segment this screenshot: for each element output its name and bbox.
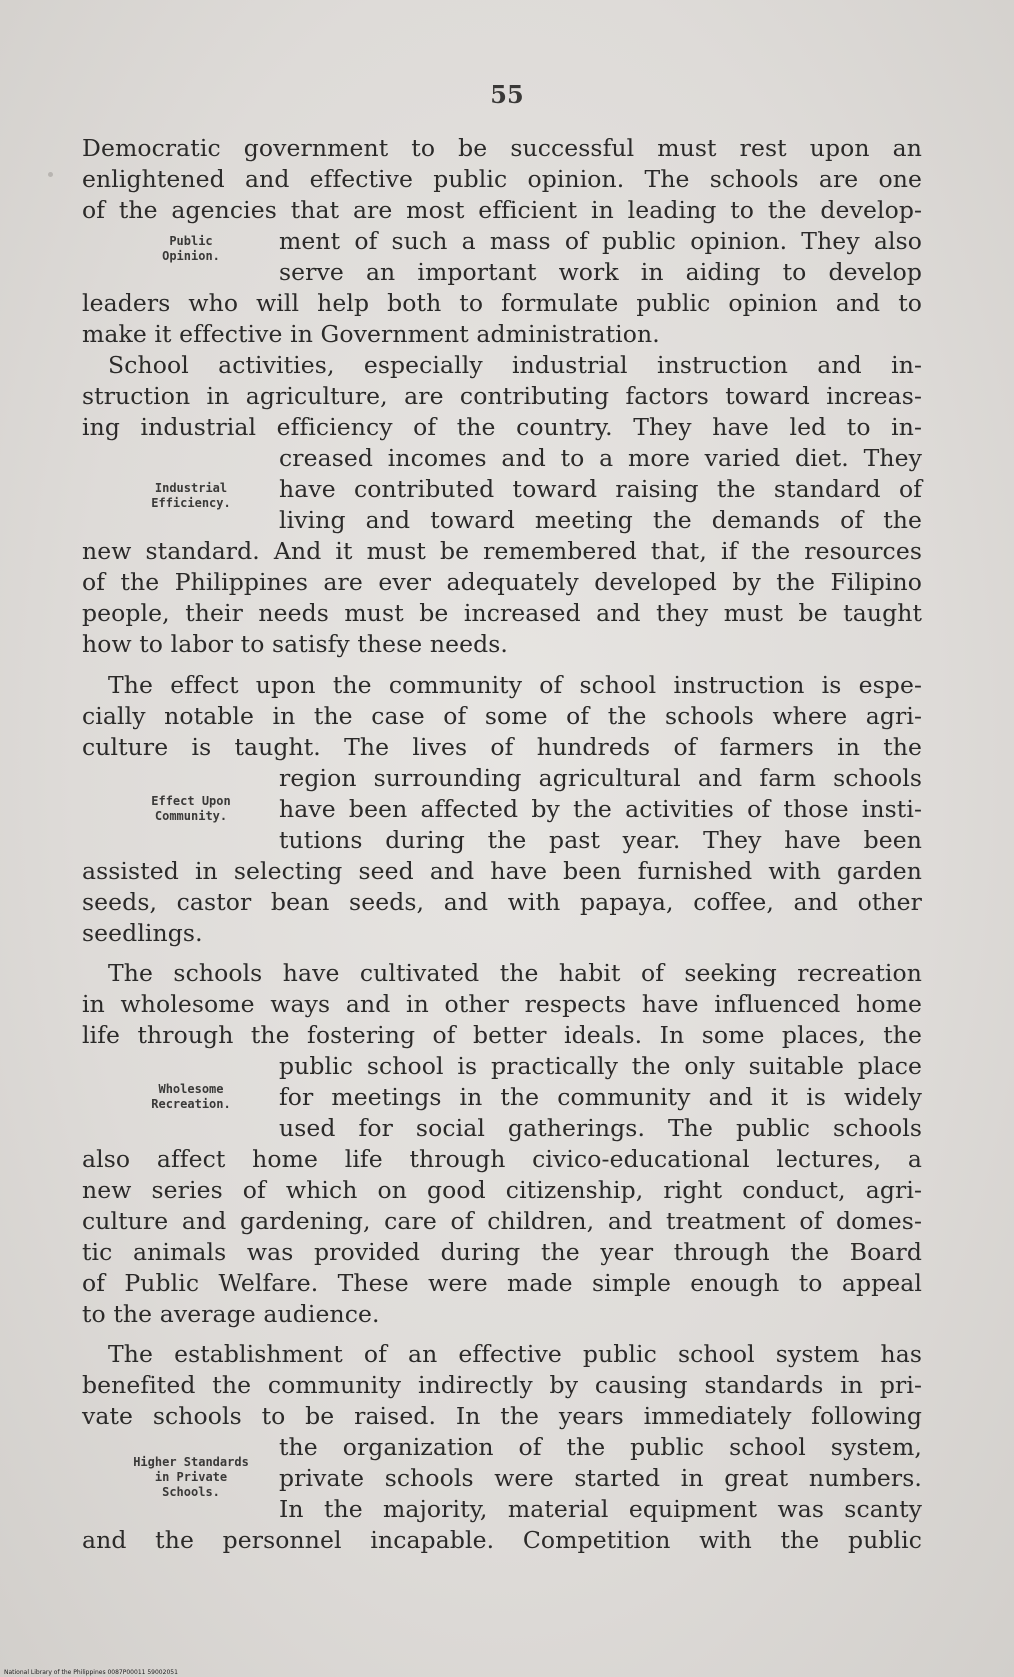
side-note-effect-upon-community — [116, 794, 266, 824]
text-line: ment of such a mass of public opinion. They also — [279, 227, 922, 255]
text-line: seedlings. — [82, 919, 203, 947]
text-line: culture is taught. The lives of hundreds of farmers in the — [82, 733, 922, 761]
text-line: have been affected by the activities of those insti- — [279, 795, 922, 823]
text-line: to the average audience. — [82, 1300, 380, 1328]
side-note-line: Opinion. — [162, 249, 220, 263]
text-line: School activities, especially industrial instruction and in- — [108, 351, 922, 379]
text-line: new series of which on good citizenship, right conduct, agri- — [82, 1176, 922, 1204]
side-note-line: in Private — [154, 1470, 228, 1484]
scan-smudge — [48, 172, 53, 177]
text-line: public school is practically the only suitable place — [279, 1052, 922, 1080]
text-line: The establishment of an effective public school system has — [108, 1340, 922, 1368]
text-line: used for social gatherings. The public schools — [279, 1114, 922, 1142]
text-line: The schools have cultivated the habit of seeking recreation — [108, 959, 922, 987]
text-line: region surrounding agricultural and farm schools — [279, 764, 922, 792]
side-note-line: Public — [169, 234, 213, 248]
side-note-line: Schools. — [162, 1485, 220, 1499]
text-line: of Public Welfare. These were made simple enough to appeal — [82, 1269, 922, 1297]
side-note-line: Community. — [154, 809, 228, 823]
text-line: in wholesome ways and in other respects have influenced home — [82, 990, 922, 1018]
text-line: of the agencies that are most efficient in leading to the develop- — [82, 196, 922, 224]
text-line: creased incomes and to a more varied diet. They — [279, 444, 922, 472]
text-line: have contributed toward raising the standard of — [279, 475, 922, 503]
text-line: enlightened and effective public opinion. The schools are one — [82, 165, 922, 193]
text-line: people, their needs must be increased and they must be taught — [82, 599, 922, 627]
text-line: new standard. And it must be remembered that, if the resources — [82, 537, 922, 565]
text-line: make it effective in Government administration. — [82, 320, 660, 348]
text-line: the organization of the public school system, — [279, 1433, 922, 1461]
side-note-line: Efficiency. — [151, 496, 231, 510]
text-line: and the personnel incapable. Competition with the public — [82, 1526, 922, 1554]
text-line: struction in agriculture, are contributing factors toward increas- — [82, 382, 922, 410]
side-note-public-opinion — [116, 234, 266, 264]
text-line: living and toward meeting the demands of the — [279, 506, 922, 534]
text-line: life through the fostering of better ideals. In some places, the — [82, 1021, 922, 1049]
text-line: for meetings in the community and it is widely — [279, 1083, 922, 1111]
side-note-line: Recreation. — [151, 1097, 231, 1111]
side-note-higher-standards — [116, 1455, 266, 1500]
text-line: In the majority, material equipment was scanty — [279, 1495, 922, 1523]
page-number: 55 — [490, 80, 524, 109]
text-line: culture and gardening, care of children, and treatment of domes- — [82, 1207, 922, 1235]
text-line: benefited the community indirectly by causing standards in pri- — [82, 1371, 922, 1399]
text-line: how to labor to satisfy these needs. — [82, 630, 508, 658]
side-note-industrial-efficiency — [116, 481, 266, 511]
text-line: tutions during the past year. They have been — [279, 826, 922, 854]
text-line: ing industrial efficiency of the country. They have led to in- — [82, 413, 922, 441]
side-note-wholesome-recreation — [116, 1082, 266, 1112]
text-line: leaders who will help both to formulate public opinion and to — [82, 289, 922, 317]
side-note-line: Wholesome — [158, 1082, 224, 1096]
footer-caption: National Library of the Philippines 0087P00011 59002051 — [4, 1669, 178, 1676]
text-line: vate schools to be raised. In the years immediately following — [82, 1402, 922, 1430]
text-line: Democratic government to be successful must rest upon an — [82, 134, 922, 162]
side-note-line: Effect Upon — [151, 794, 231, 808]
text-line: tic animals was provided during the year through the Board — [82, 1238, 922, 1266]
text-line: private schools were started in great numbers. — [279, 1464, 922, 1492]
text-line: of the Philippines are ever adequately developed by the Filipino — [82, 568, 922, 596]
text-line: The effect upon the community of school instruction is espe- — [108, 671, 922, 699]
side-note-line: Higher Standards — [133, 1455, 249, 1469]
text-line: cially notable in the case of some of the schools where agri- — [82, 702, 922, 730]
side-note-line: Industrial — [154, 481, 228, 495]
text-line: seeds, castor bean seeds, and with papaya, coffee, and other — [82, 888, 922, 916]
text-line: assisted in selecting seed and have been furnished with garden — [82, 857, 922, 885]
text-line: serve an important work in aiding to develop — [279, 258, 922, 286]
text-line: also affect home life through civico-educational lectures, a — [82, 1145, 922, 1173]
